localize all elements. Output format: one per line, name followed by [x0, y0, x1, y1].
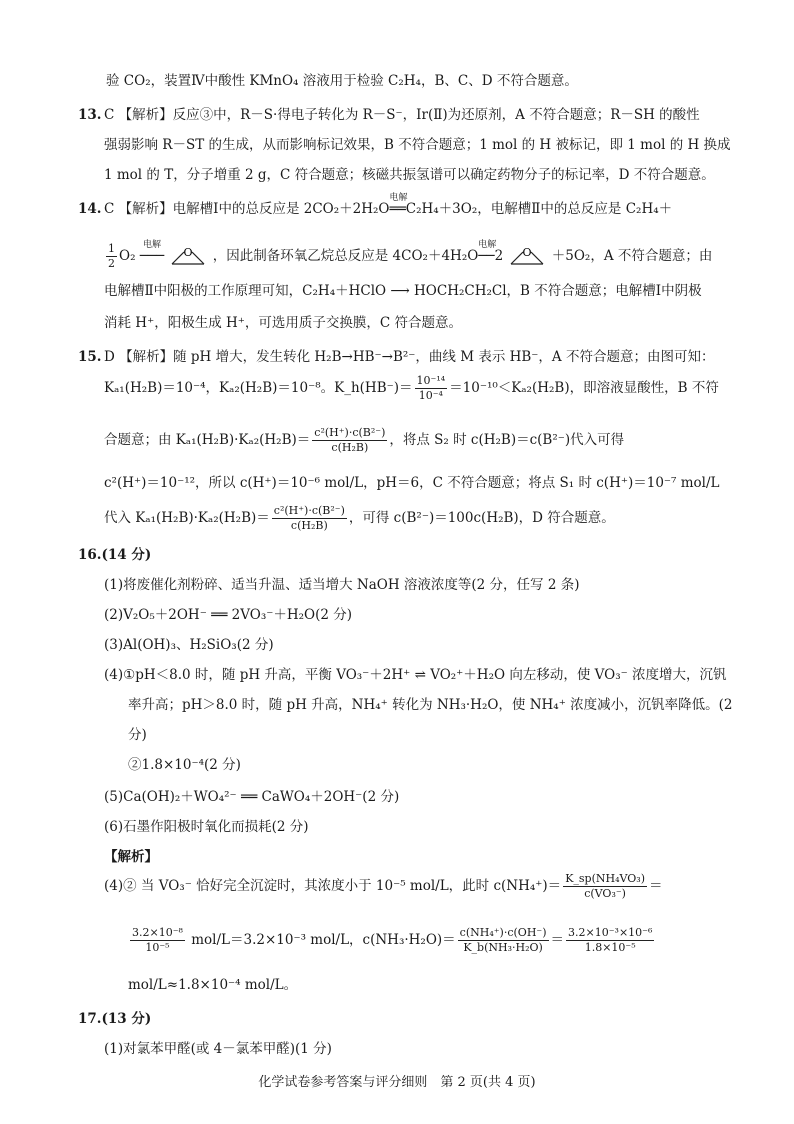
- text-line: (6)石墨作阳极时氧化而损耗(2 分): [104, 819, 309, 835]
- denominator: c(H₂B): [290, 519, 328, 532]
- text-line: D 【解析】随 pH 增大，发生转化 H₂B→HB⁻→B²⁻，曲线 M 表示 HB⁻，A 不符合题意；由图可知：: [104, 349, 715, 365]
- text-segment: C₂H₄＋3O₂，电解槽Ⅱ中的总反应是 C₂H₄＋: [405, 201, 673, 217]
- text-line: (1)将废催化剂粉碎、适当升温、适当增大 NaOH 溶液浓度等(2 分，任写 2 条): [104, 577, 580, 593]
- numerator: 1: [108, 242, 115, 255]
- numerator: c²(H⁺)·c(B²⁻): [273, 504, 345, 517]
- text-line: 电解槽Ⅱ中阳极的工作原理可知，C₂H₄＋HClO ⟶ HOCH₂CH₂Cl，B 不符合题意；电解槽Ⅰ中阴极: [104, 283, 702, 299]
- denominator: c(VO₃⁻): [584, 887, 626, 900]
- fraction: [563, 872, 647, 901]
- text-segment: ＝10⁻¹⁰＜Kₐ₂(H₂B)，即溶液显酸性，B 不符: [449, 380, 719, 396]
- question-number: 13.: [78, 107, 102, 123]
- arrow-label: 电解: [478, 240, 497, 250]
- fraction: [566, 926, 654, 955]
- text-segment: ，因此制备环氧乙烷总反应是 4CO₂＋4H₂O: [212, 248, 479, 264]
- text-segment: 代入 Kₐ₁(H₂B)·Kₐ₂(H₂B)＝: [104, 510, 270, 526]
- electrolysis-arrow: 电解 ───: [140, 238, 164, 274]
- text-segment: mol/L＝3.2×10⁻³ mol/L，c(NH₃·H₂O)＝: [186, 932, 456, 948]
- question-number: 14.: [78, 201, 102, 217]
- text-line: (4)①pH＜8.0 时，随 pH 升高，平衡 VO₃⁻＋2H⁺ ⇌ VO₂⁺＋H₂O 向左移动，使 VO₃⁻ 浓度增大，沉钒: [104, 667, 727, 683]
- text-line: (5)Ca(OH)₂＋WO₄²⁻ ══ CaWO₄＋2OH⁻(2 分): [104, 789, 400, 805]
- text-segment: O₂: [119, 248, 136, 264]
- text-line: [104, 500, 615, 536]
- electrolysis-arrow: 电解 ══: [389, 200, 405, 218]
- arrow-label: 电解: [142, 240, 161, 250]
- text-line: 1 mol 的 T，分子增重 2 g，C 符合题意；核磁共振氢谱可以确定药物分子的标记率，D 不符合题意。: [104, 167, 715, 183]
- fraction: [312, 426, 387, 455]
- text-line: (1)对氯苯甲醛(或 4－氯苯甲醛)(1 分): [104, 1041, 332, 1057]
- text-line: (2)V₂O₅＋2OH⁻ ══ 2VO₃⁻＋H₂O(2 分): [104, 607, 353, 623]
- text-segment: 2: [494, 248, 504, 264]
- epoxide-ring-icon: [507, 246, 547, 268]
- fraction: [130, 926, 185, 955]
- text-segment: (4)② 当 VO₃⁻ 恰好完全沉淀时，其浓度小于 10⁻⁵ mol/L，此时 c(NH₄⁺)＝: [104, 878, 562, 894]
- numerator: 3.2×10⁻⁸: [132, 926, 183, 939]
- text-line: c²(H⁺)＝10⁻¹²，所以 c(H⁺)＝10⁻⁶ mol/L，pH＝6，C 不符合题意；将点 S₁ 时 c(H⁺)＝10⁻⁷ mol/L: [104, 475, 720, 491]
- text-segment: Kₐ₁(H₂B)＝10⁻⁴，Kₐ₂(H₂B)＝10⁻⁸。K_h(HB⁻)＝: [104, 380, 413, 396]
- denominator: 10⁻⁴: [418, 389, 443, 402]
- text-segment: C 【解析】电解槽Ⅰ中的总反应是 2CO₂＋2H₂O: [104, 201, 390, 217]
- denominator: 2: [108, 257, 115, 270]
- denominator: c(H₂B): [331, 441, 369, 454]
- text-segment: 合题意；由 Kₐ₁(H₂B)·Kₐ₂(H₂B)＝: [104, 432, 311, 448]
- text-line: (3)Al(OH)₃、H₂SiO₃(2 分): [104, 637, 274, 653]
- analysis-heading: 【解析】: [104, 849, 158, 865]
- text-line: [104, 868, 662, 904]
- text-segment: ，将点 S₂ 时 c(H₂B)＝c(B²⁻)代入可得: [389, 432, 625, 448]
- text-line: 强弱影响 R－ST 的生成，从而影响标记效果，B 不符合题意；1 mol 的 H 被标记，即 1 mol 的 H 换成: [104, 137, 731, 153]
- text-line: 率升高；pH＞8.0 时，随 pH 升高，NH₄⁺ 转化为 NH₃·H₂O，使 NH₄⁺ 浓度减小，沉钒率降低。(2: [128, 697, 733, 713]
- numerator: c²(H⁺)·c(B²⁻): [314, 426, 386, 439]
- text-segment: ＋5O₂，A 不符合题意；由: [551, 248, 713, 264]
- text-segment: ＝: [648, 878, 663, 894]
- text-line: [104, 193, 673, 218]
- svg-text:O: O: [183, 245, 193, 259]
- numerator: K_sp(NH₄VO₃): [565, 872, 645, 885]
- denominator: 1.8×10⁻⁵: [584, 941, 636, 954]
- text-segment: ，可得 c(B²⁻)＝100c(H₂B)，D 符合题意。: [348, 510, 615, 526]
- fraction: [272, 504, 347, 533]
- text-line: [104, 370, 719, 406]
- svg-text:O: O: [522, 245, 532, 259]
- text-line: 验 CO₂，装置Ⅳ中酸性 KMnO₄ 溶液用于检验 C₂H₄，B、C、D 不符合题意。: [106, 73, 578, 89]
- page-footer: 化学试卷参考答案与评分细则 第 2 页(共 4 页): [258, 1075, 536, 1090]
- text-line: [104, 422, 624, 458]
- fraction: [458, 926, 549, 955]
- denominator: 10⁻⁵: [145, 941, 170, 954]
- denominator: K_b(NH₃·H₂O): [463, 941, 543, 954]
- numerator: 10⁻¹⁴: [416, 374, 446, 387]
- text-line: mol/L≈1.8×10⁻⁴ mol/L。: [128, 977, 298, 993]
- question-heading: 16.(14 分): [78, 547, 152, 563]
- fraction: [106, 242, 117, 271]
- text-line: [104, 238, 712, 274]
- numerator: c(NH₄⁺)·c(OH⁻): [459, 926, 547, 939]
- text-line: C 【解析】反应③中，R－S·得电子转化为 R－S⁻，Ir(Ⅱ)为还原剂，A 不符合题意；R－SH 的酸性: [104, 107, 700, 123]
- numerator: 3.2×10⁻³×10⁻⁶: [568, 926, 653, 939]
- question-number: 15.: [78, 349, 102, 365]
- electrolysis-arrow: 电解 ──: [478, 238, 494, 274]
- text-line: ②1.8×10⁻⁴(2 分): [128, 757, 241, 773]
- fraction: [415, 374, 448, 403]
- text-line: 消耗 H⁺，阳极生成 H⁺，可选用质子交换膜，C 符合题意。: [104, 315, 462, 331]
- text-segment: ＝: [550, 932, 565, 948]
- epoxide-ring-icon: [168, 246, 208, 268]
- text-line: 分): [128, 727, 147, 743]
- arrow-label: 电解: [389, 193, 408, 203]
- question-heading: 17.(13 分): [78, 1011, 152, 1027]
- text-line: [128, 922, 656, 958]
